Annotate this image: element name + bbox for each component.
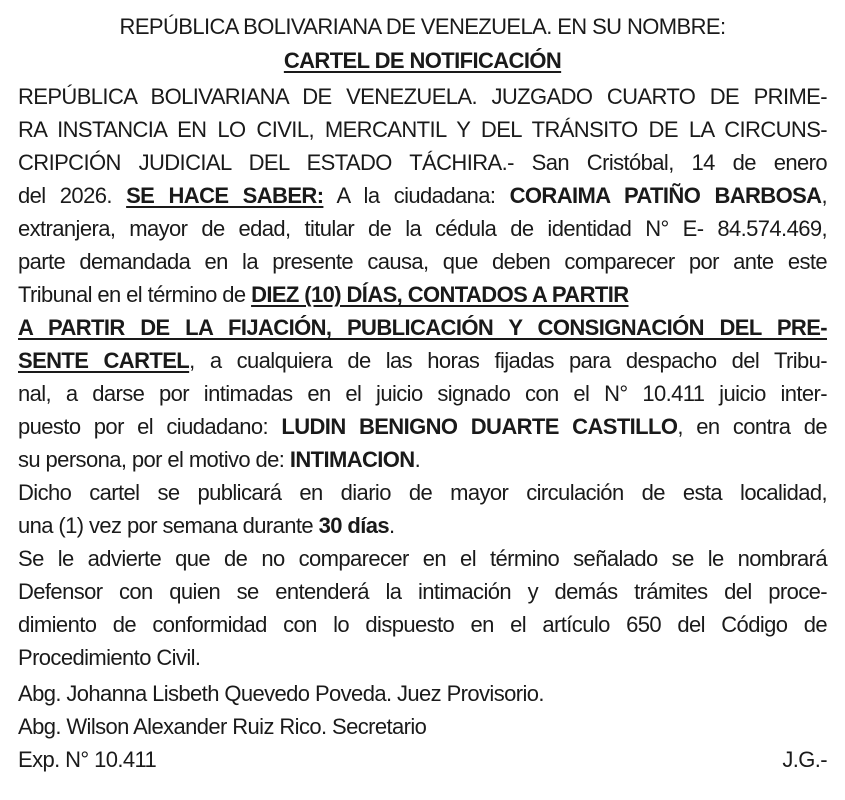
body-text: parte demandada en la presente causa, que deben comparecer por ante este [18, 249, 827, 274]
body-line-12 [18, 445, 827, 475]
body-text: Tribunal en el término de [18, 282, 252, 307]
body-text: , a cualquiera de las horas fijadas para despacho del Tribu- [189, 348, 827, 373]
body-text: su persona, por el motivo de: [18, 447, 290, 472]
body-text: , [821, 183, 827, 208]
body-text: una (1) vez por semana durante [18, 513, 319, 538]
term-text: SENTE CARTEL [18, 348, 190, 373]
body-text: Dicho cartel se publicará en diario de mayor circulación de esta localidad, [18, 480, 827, 505]
judge-name: Abg. Johanna Lisbeth Quevedo Poveda. Juez Provisorio. [18, 681, 544, 706]
body-line-8 [18, 313, 827, 343]
body-text: CRIPCIÓN JUDICIAL DEL ESTADO TÁCHIRA.- [18, 150, 514, 175]
body-line-5 [18, 214, 827, 244]
body-text: . [414, 447, 421, 472]
defendant-name: CORAIMA PATIÑO BARBOSA [509, 183, 822, 208]
body-line-3 [18, 148, 827, 178]
body-text: REPÚBLICA BOLIVARIANA DE VENEZUELA. JUZGADO CUARTO DE PRIME- [18, 84, 827, 109]
body-text: Procedimiento Civil. [18, 645, 201, 670]
body-line-7 [18, 280, 827, 310]
secretary-signature [18, 712, 827, 742]
secretary-name: Abg. Wilson Alexander Ruiz Rico. Secretario [18, 714, 427, 739]
cartel-title: CARTEL DE NOTIFICACIÓN [283, 48, 562, 73]
initials: J.G.- [782, 747, 827, 772]
plaintiff-name: LUDIN BENIGNO DUARTE CASTILLO [281, 414, 678, 439]
term-text: DIEZ (10) DÍAS, CONTADOS A PARTIR [251, 282, 629, 307]
expedient-number: Exp. N° 10.411 [18, 747, 157, 772]
body-text: , en contra de [677, 414, 827, 439]
body-line-14 [18, 511, 827, 541]
body-line-13 [18, 478, 827, 508]
body-text: A la ciudadana: [323, 183, 510, 208]
body-text: RA INSTANCIA EN LO CIVIL, MERCANTIL Y DEL TRÁNSITO DE LA CIRCUNS- [18, 117, 827, 142]
cartel-title-line [18, 46, 827, 76]
term-text: A PARTIR DE LA FIJACIÓN, PUBLICACIÓN Y CONSIGNACIÓN DEL PRE- [18, 315, 827, 340]
se-hace-saber: SE HACE SABER: [126, 183, 324, 208]
body-line-2 [18, 115, 827, 145]
header-text: REPÚBLICA BOLIVARIANA DE VENEZUELA. EN SU NOMBRE: [119, 14, 726, 39]
body-line-15 [18, 544, 827, 574]
body-text: dimiento de conformidad con lo dispuesto en el artículo 650 del Código de [18, 612, 827, 637]
body-line-6 [18, 247, 827, 277]
body-line-10 [18, 379, 827, 409]
body-line-18 [18, 643, 827, 673]
body-text: . [389, 513, 395, 538]
body-line-11 [18, 412, 827, 442]
body-line-4 [18, 181, 827, 211]
body-text: puesto por el ciudadano: [18, 414, 282, 439]
body-text: Se le advierte que de no comparecer en el término señalado se le nombrará [18, 546, 827, 571]
expedient-line [18, 745, 827, 775]
body-line-9 [18, 346, 827, 376]
date-text: San Cristóbal, 14 de enero [513, 150, 827, 175]
body-line-1 [18, 82, 827, 112]
body-text: nal, a darse por intimadas en el juicio signado con el N° 10.411 juicio inter- [18, 381, 827, 406]
body-line-17 [18, 610, 827, 640]
motive-text: INTIMACION [289, 447, 415, 472]
header-line [18, 12, 827, 42]
judge-signature [18, 679, 827, 709]
body-text: Defensor con quien se entenderá la intimación y demás trámites del proce- [18, 579, 827, 604]
body-text: del 2026. [18, 183, 127, 208]
duration-text: 30 días [318, 513, 389, 538]
body-text: extranjera, mayor de edad, titular de la cédula de identidad N° E- 84.574.469, [18, 216, 827, 241]
body-line-16 [18, 577, 827, 607]
